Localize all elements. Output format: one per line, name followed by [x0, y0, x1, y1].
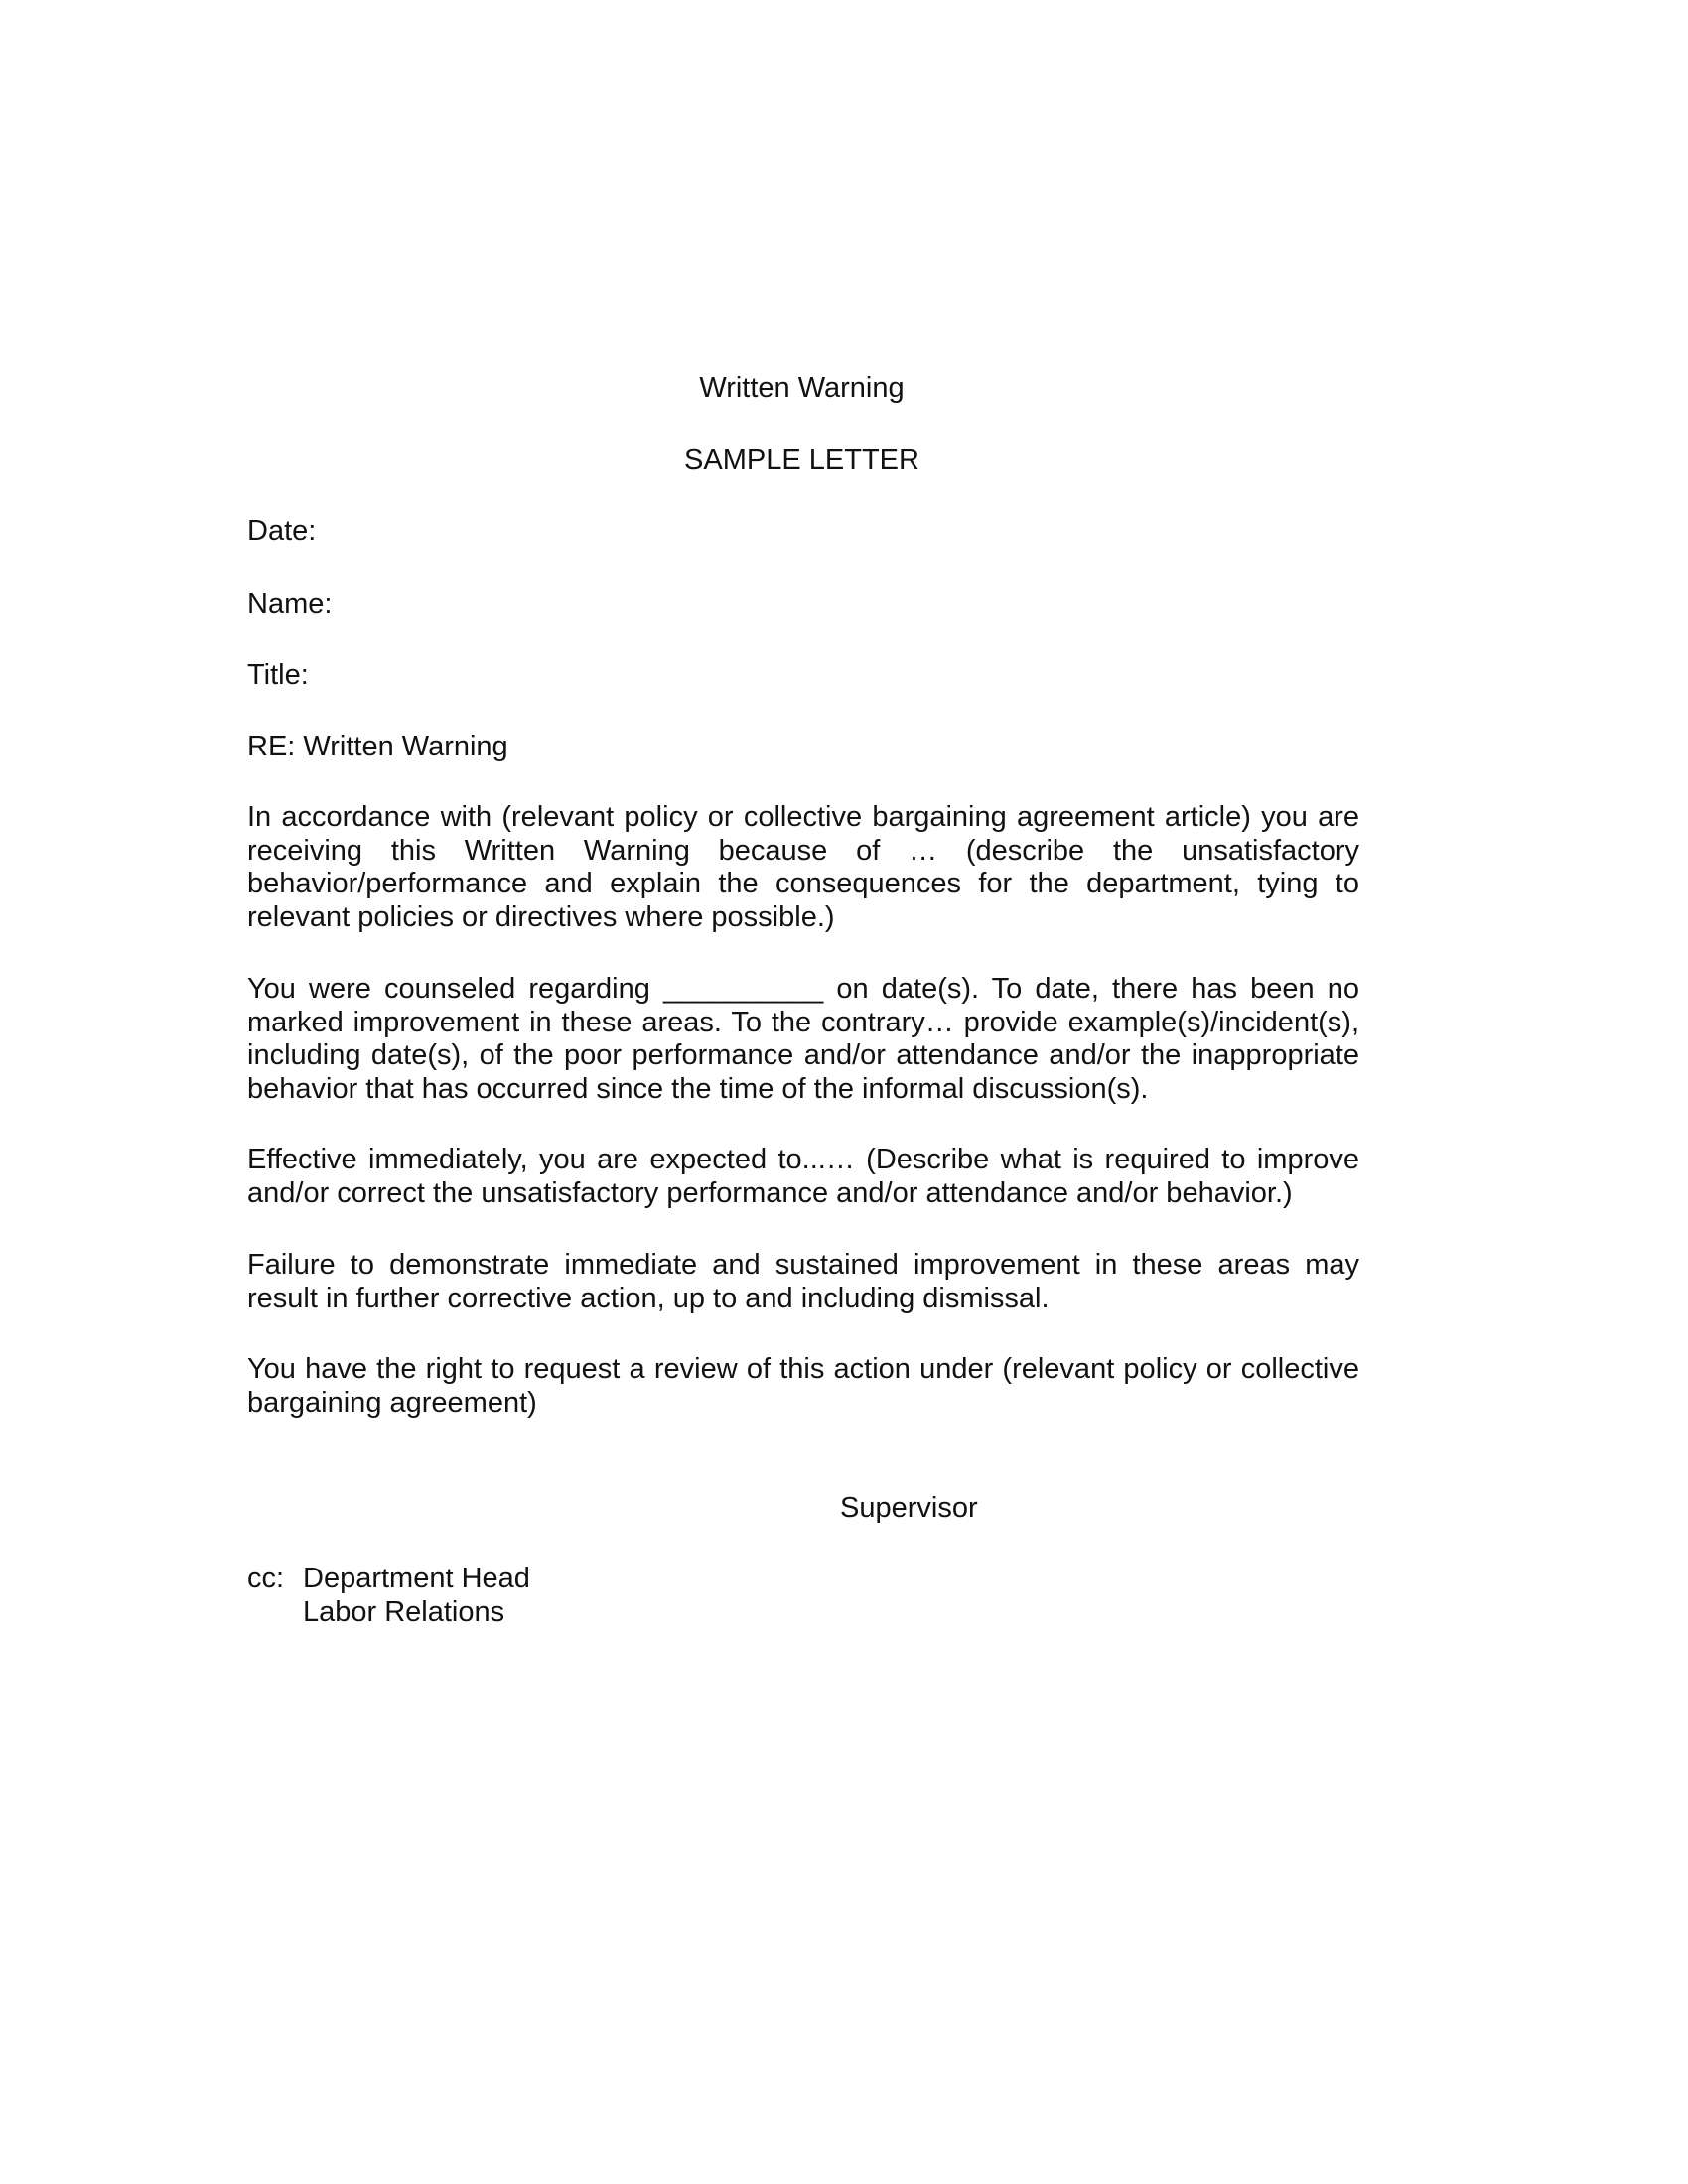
document-subtitle: SAMPLE LETTER [684, 444, 919, 476]
paragraph-review-rights: You have the right to request a review of this action under (relevant policy or collective bargaining agreement) [247, 1353, 1359, 1419]
signature-label: Supervisor [840, 1492, 978, 1524]
cc-row [247, 1563, 530, 1596]
name-field-label: Name: [247, 588, 333, 619]
subject-line: RE: Written Warning [247, 731, 508, 762]
cc-block [247, 1563, 530, 1629]
document-title: Written Warning [699, 372, 905, 404]
cc-label: cc: [247, 1563, 285, 1594]
title-field-label: Title: [247, 659, 309, 691]
cc-recipient: Department Head [303, 1563, 530, 1594]
paragraph-reason: In accordance with (relevant policy or collective bargaining agreement article) you are receiving this Written Warning because of … (describe the unsatisfactory behavior/performance and explain the consequences for the department, tying to relevant policies or directives where possible.) [247, 801, 1359, 933]
paragraph-counseling: You were counseled regarding __________ on date(s). To date, there has been no marked improvement in these areas. To the contrary… provide example(s)/incident(s), including date(s), of the poor performance and/or attendance and/or the inappropriate behavior that has occurred since the time of the informal discussion(s). [247, 973, 1359, 1105]
paragraph-consequences: Failure to demonstrate immediate and sustained improvement in these areas may result in further corrective action, up to and including dismissal. [247, 1249, 1359, 1314]
date-field-label: Date: [247, 515, 317, 547]
cc-row [247, 1596, 530, 1630]
cc-recipient: Labor Relations [303, 1595, 505, 1628]
paragraph-expectations: Effective immediately, you are expected to...… (Describe what is required to improve and/or correct the unsatisfactory performance and/or attendance and/or behavior.) [247, 1144, 1359, 1209]
